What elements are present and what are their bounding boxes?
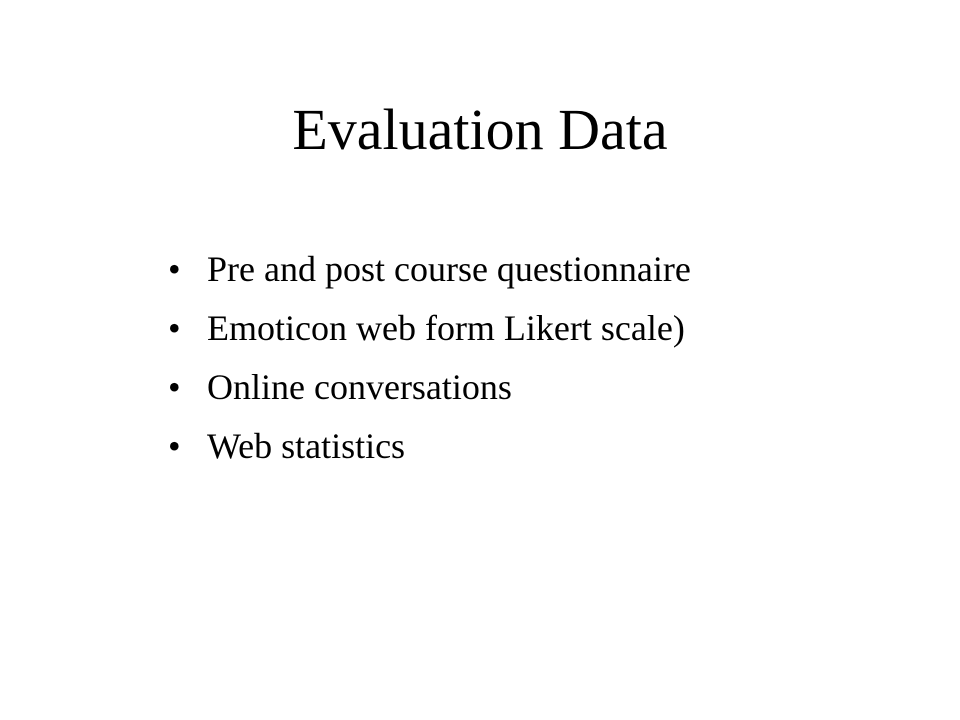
bullet-icon: • [168,367,181,407]
bullet-icon: • [168,308,181,348]
bullet-text: Emoticon web form Likert scale) [207,308,685,348]
bullet-icon: • [168,426,181,466]
bullet-icon: • [168,249,181,289]
bullet-text: Pre and post course questionnaire [207,249,691,289]
bullet-text: Online conversations [207,367,512,407]
bullet-text: Web statistics [207,426,406,466]
slide-title: Evaluation Data [292,97,668,162]
